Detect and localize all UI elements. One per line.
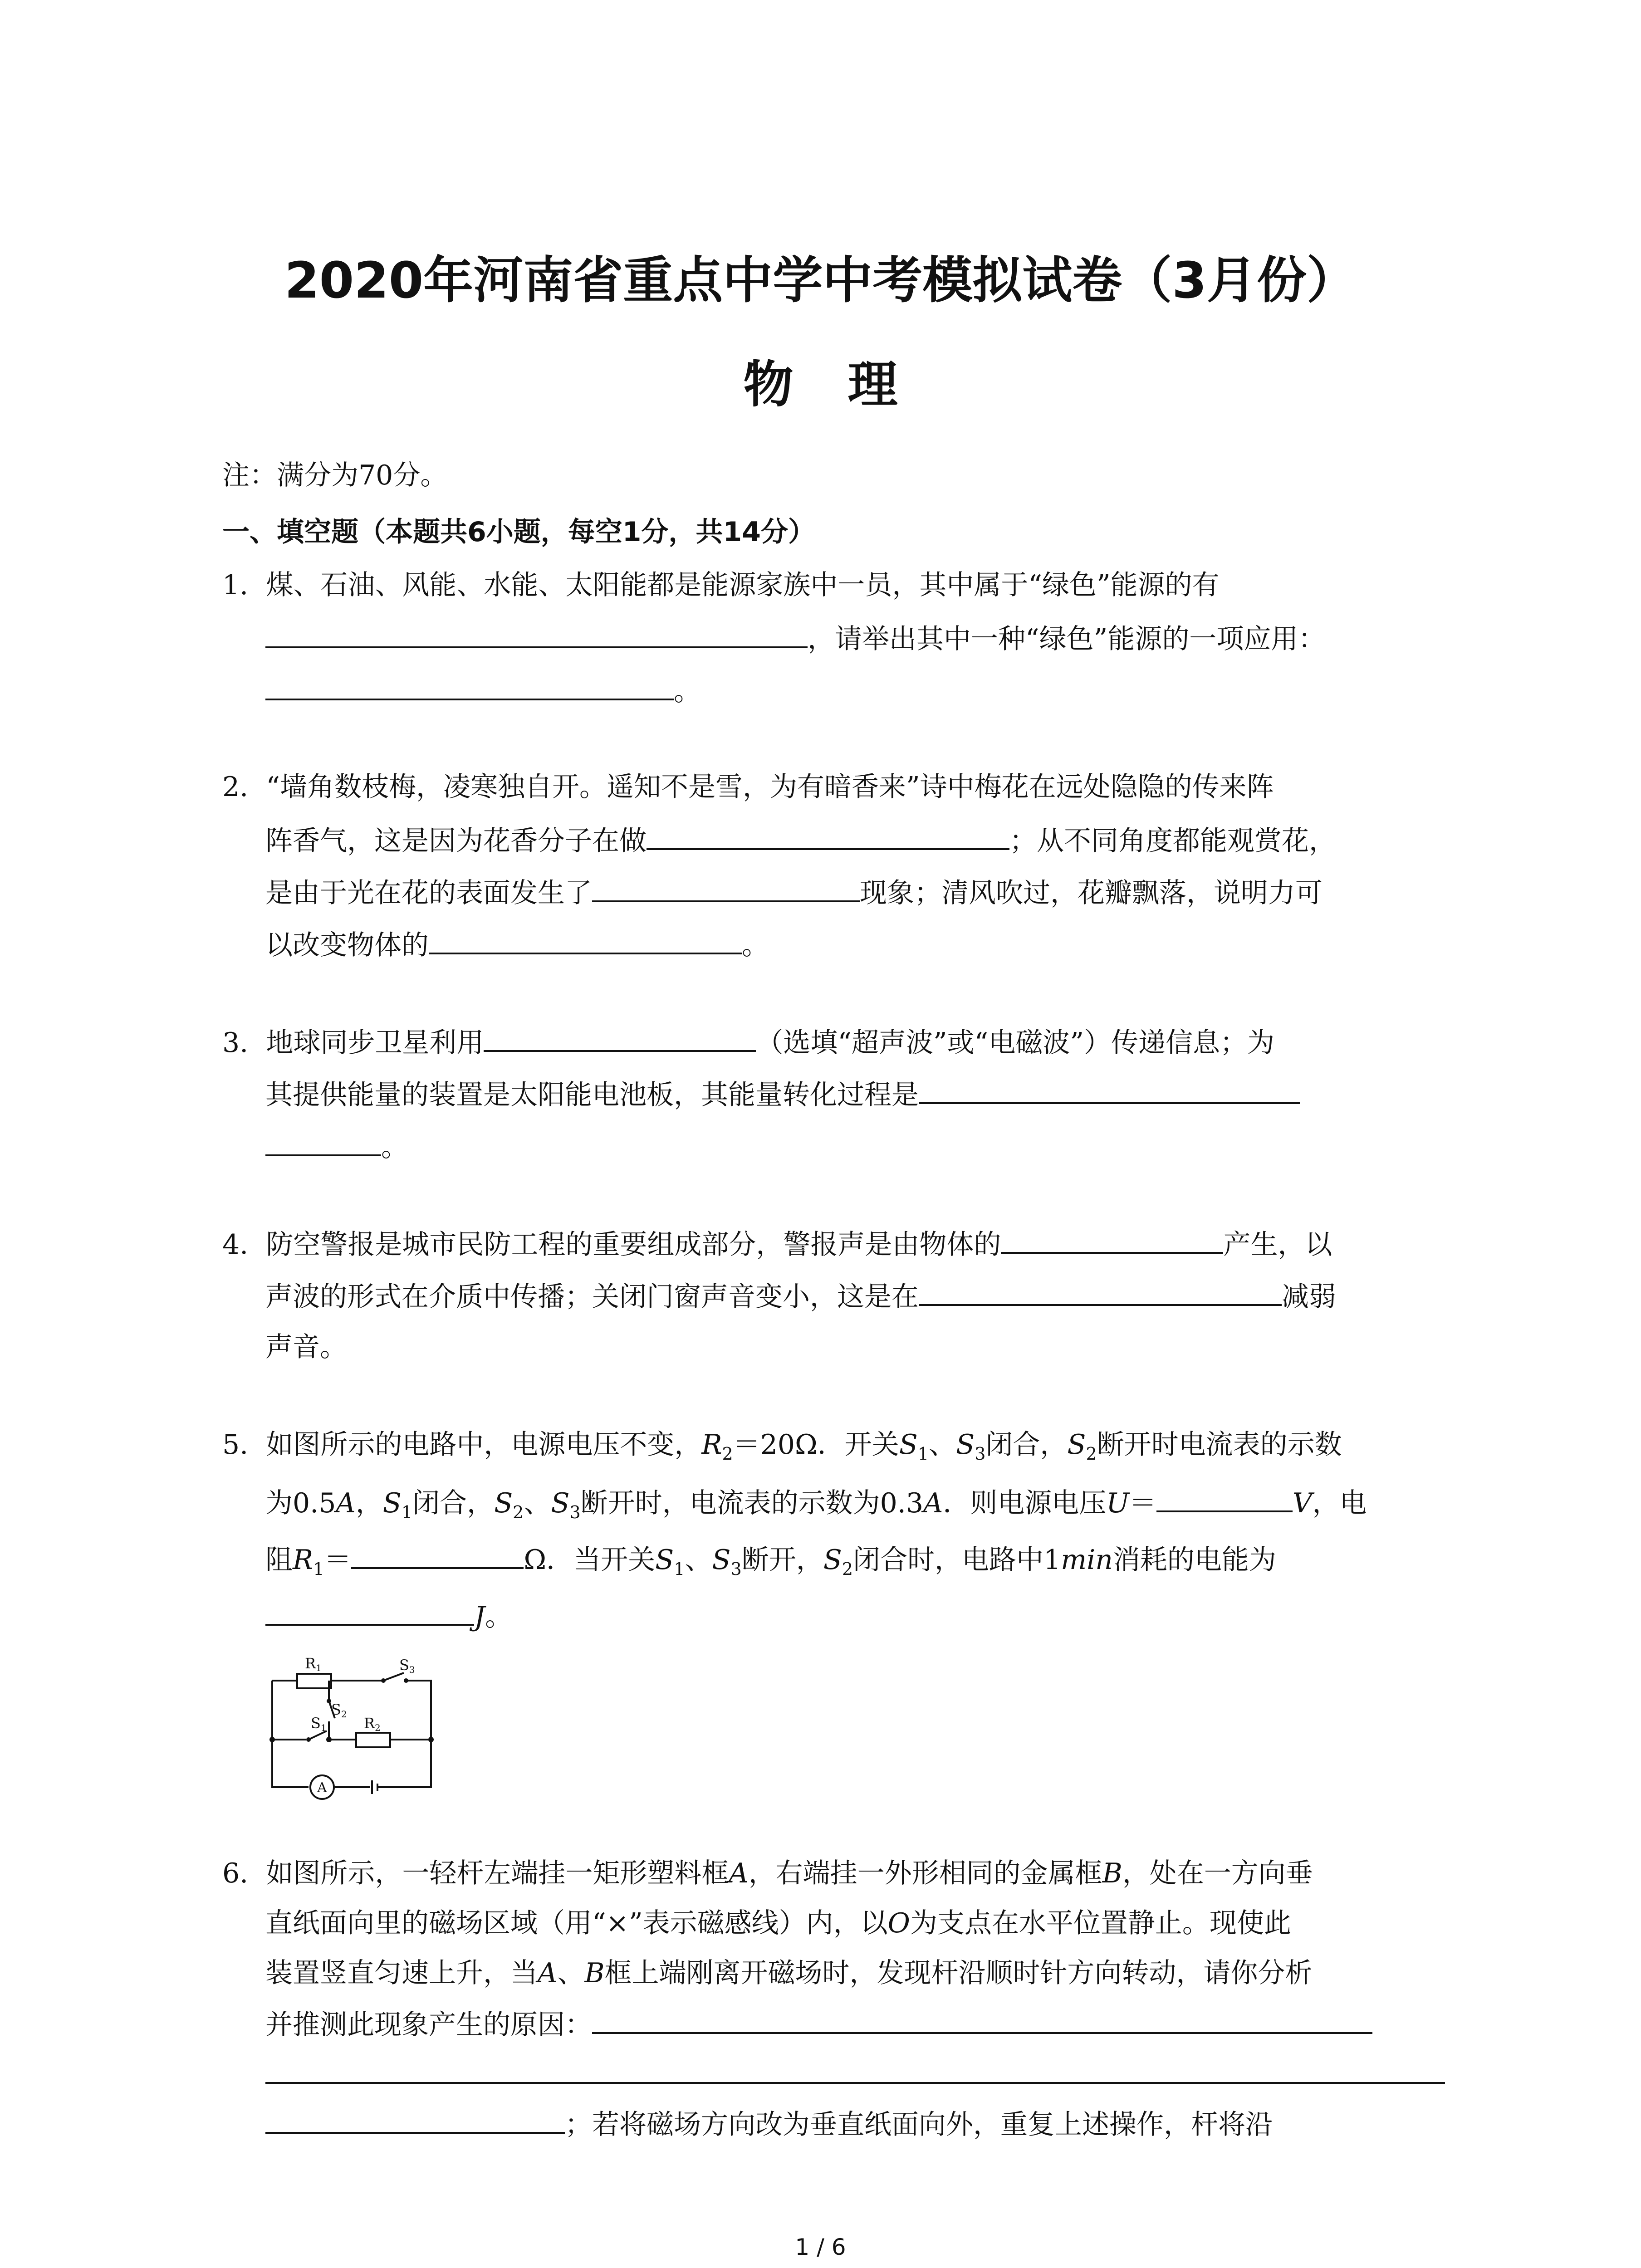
subscript: 1 xyxy=(401,1502,413,1522)
unit-min: min xyxy=(1061,1544,1113,1576)
symbol-s: S xyxy=(494,1487,513,1519)
circuit-wire xyxy=(386,1681,431,1787)
question-text: 。 xyxy=(742,929,769,961)
question-text: 减弱 xyxy=(1282,1281,1336,1313)
question-text: 直纸面向里的磁场区域（用“×”表示磁感线）内，以 xyxy=(265,1907,888,1939)
resistor-r2 xyxy=(356,1733,390,1747)
switch-contact xyxy=(404,1678,408,1683)
separator: 、 xyxy=(524,1487,551,1519)
question-text: 防空警报是城市民防工程的重要组成部分，警报声是由物体的 xyxy=(266,1229,1001,1261)
symbol-s: S xyxy=(382,1487,402,1519)
symbol-s: S xyxy=(956,1429,975,1461)
question-text: 闭合时，电路中1 xyxy=(853,1544,1061,1576)
answer-blank[interactable] xyxy=(265,671,674,700)
subscript: 1 xyxy=(674,1559,685,1579)
question-number: 4. xyxy=(222,1229,249,1261)
answer-blank[interactable] xyxy=(484,1023,756,1052)
separator: 、 xyxy=(929,1429,956,1461)
answer-blank[interactable] xyxy=(265,1597,474,1626)
question-number: 1. xyxy=(222,569,249,601)
subject-title: 物理 xyxy=(743,356,952,414)
score-note: 注：满分为70分。 xyxy=(222,459,448,491)
subscript: 2 xyxy=(722,1444,733,1464)
answer-blank[interactable] xyxy=(1001,1225,1223,1254)
symbol-a: A xyxy=(336,1487,356,1519)
resistor-r1 xyxy=(297,1674,331,1688)
label-r2: R2 xyxy=(364,1715,381,1733)
question-text: 闭合， xyxy=(412,1487,495,1519)
question-text: ，处在一方向垂 xyxy=(1122,1857,1313,1889)
question-text: 其提供能量的装置是太阳能电池板，其能量转化过程是 xyxy=(265,1079,919,1111)
question-text: 框上端刚离开磁场时，发现杆沿顺时针方向转动，请你分析 xyxy=(604,1957,1313,1989)
symbol-s: S xyxy=(655,1544,674,1576)
unit-j: J xyxy=(474,1601,485,1633)
answer-blank[interactable] xyxy=(265,2105,565,2134)
label-ammeter: A xyxy=(317,1780,327,1796)
question-text: 阻 xyxy=(265,1544,293,1576)
question-text: ；从不同角度都能观赏花， xyxy=(1009,825,1336,857)
equals: ＝ xyxy=(324,1544,352,1576)
question-text: （选填“超声波”或“电磁波”）传递信息；为 xyxy=(756,1027,1275,1059)
symbol-a: A xyxy=(538,1957,558,1989)
question-text: 并推测此现象产生的原因： xyxy=(265,2009,592,2041)
answer-blank[interactable] xyxy=(351,1540,524,1569)
symbol-s: S xyxy=(899,1429,918,1461)
question-text: 为0.5 xyxy=(265,1487,336,1519)
question-text: 产生，以 xyxy=(1223,1229,1332,1261)
answer-blank[interactable] xyxy=(265,2055,1445,2084)
question-text: 闭合， xyxy=(985,1429,1068,1461)
question-text: 声音。 xyxy=(265,1331,347,1363)
answer-blank[interactable] xyxy=(592,2005,1372,2034)
question-text: 如图所示，一轻杆左端挂一矩形塑料框 xyxy=(266,1857,729,1889)
question-text: ，电 xyxy=(1312,1487,1367,1519)
answer-blank[interactable] xyxy=(265,619,808,648)
question-text: ，请举出其中一种“绿色”能源的一项应用： xyxy=(808,623,1326,655)
question-text: 。 xyxy=(485,1601,513,1633)
question-text: 煤、石油、风能、水能、太阳能都是能源家族中一员，其中属于“绿色”能源的有 xyxy=(266,569,1220,601)
question-text: 断开时，电流表的示数为0.3 xyxy=(580,1487,924,1519)
label-s3: S3 xyxy=(399,1657,415,1675)
question-text: 是由于光在花的表面发生了 xyxy=(265,877,592,909)
symbol-r: R xyxy=(293,1544,314,1576)
junction-dot xyxy=(269,1737,275,1742)
question-text: Ω．当开关 xyxy=(524,1544,656,1576)
exam-title: 2020年河南省重点中学中考模拟试卷（3月份） xyxy=(284,251,1357,309)
label-s1: S1 xyxy=(311,1715,327,1733)
subscript: 3 xyxy=(569,1502,581,1522)
question-number: 5. xyxy=(222,1429,249,1461)
symbol-b: B xyxy=(1102,1857,1122,1889)
symbol-s: S xyxy=(712,1544,731,1576)
subscript: 3 xyxy=(975,1444,986,1464)
symbol-u: U xyxy=(1106,1487,1129,1519)
junction-dot xyxy=(428,1737,434,1742)
circuit-wire xyxy=(272,1681,309,1787)
subscript: 3 xyxy=(730,1559,742,1579)
subscript: 2 xyxy=(513,1502,524,1522)
question-number: 2. xyxy=(222,771,249,803)
question-text: 。 xyxy=(674,675,701,707)
answer-blank[interactable] xyxy=(265,1127,381,1156)
question-text: 地球同步卫星利用 xyxy=(266,1027,484,1059)
question-text: 以改变物体的 xyxy=(265,929,429,961)
question-text: ＝20Ω．开关 xyxy=(733,1429,899,1461)
question-text: 。 xyxy=(381,1131,408,1163)
subscript: 2 xyxy=(1086,1444,1097,1464)
symbol-s: S xyxy=(823,1544,842,1576)
symbol-b: B xyxy=(584,1957,605,1989)
switch-contact xyxy=(381,1678,386,1683)
answer-blank[interactable] xyxy=(1156,1483,1293,1512)
question-text: 消耗的电能为 xyxy=(1112,1544,1276,1576)
switch-contact xyxy=(327,1699,331,1703)
question-text: 断开， xyxy=(741,1544,823,1576)
label-s2: S2 xyxy=(331,1701,347,1720)
symbol-a: A xyxy=(729,1857,749,1889)
question-text: 如图所示的电路中，电源电压不变， xyxy=(266,1429,702,1461)
label-r1: R1 xyxy=(305,1655,322,1673)
question-text: ，右端挂一外形相同的金属框 xyxy=(748,1857,1102,1889)
equals: ＝ xyxy=(1129,1487,1156,1519)
page-number: 1 / 6 xyxy=(795,2234,846,2260)
symbol-r: R xyxy=(701,1429,722,1461)
answer-blank[interactable] xyxy=(647,821,1009,850)
subscript: 1 xyxy=(917,1444,929,1464)
question-text: 声波的形式在介质中传播；关闭门窗声音变小，这是在 xyxy=(265,1281,919,1313)
symbol-a: A xyxy=(923,1487,943,1519)
symbol-o: O xyxy=(887,1907,910,1939)
question-text: 装置竖直匀速上升，当 xyxy=(265,1957,538,1989)
subscript: 2 xyxy=(842,1559,853,1579)
question-number: 3. xyxy=(222,1027,249,1059)
question-text: ；若将磁场方向改为垂直纸面向外，重复上述操作，杆将沿 xyxy=(565,2109,1273,2141)
question-number: 6. xyxy=(222,1857,249,1889)
answer-blank[interactable] xyxy=(919,1277,1282,1306)
section-heading: 一、填空题（本题共6小题，每空1分，共14分） xyxy=(222,516,815,548)
answer-blank[interactable] xyxy=(919,1075,1300,1104)
answer-blank[interactable] xyxy=(429,925,742,954)
switch-contact xyxy=(306,1737,311,1742)
symbol-s: S xyxy=(1067,1429,1086,1461)
switch-s3-blade xyxy=(383,1673,404,1681)
question-text: 为支点在水平位置静止。现使此 xyxy=(910,1907,1291,1939)
junction-dot xyxy=(326,1737,332,1742)
question-text: 阵香气，这是因为花香分子在做 xyxy=(265,825,647,857)
question-text: ， xyxy=(355,1487,383,1519)
separator: 、 xyxy=(685,1544,712,1576)
question-text: “墙角数枝梅，凌寒独自开。遥知不是雪，为有暗香来”诗中梅花在远处隐隐的传来阵 xyxy=(266,771,1274,803)
circuit-diagram xyxy=(263,1647,454,1801)
symbol-s: S xyxy=(551,1487,570,1519)
subscript: 1 xyxy=(313,1559,324,1579)
question-text: 断开时电流表的示数 xyxy=(1097,1429,1342,1461)
question-text: ．则电源电压 xyxy=(943,1487,1107,1519)
separator: 、 xyxy=(557,1957,585,1989)
unit-v: V xyxy=(1293,1487,1313,1519)
question-text: 现象；清风吹过，花瓣飘落，说明力可 xyxy=(860,877,1323,909)
answer-blank[interactable] xyxy=(592,873,860,902)
